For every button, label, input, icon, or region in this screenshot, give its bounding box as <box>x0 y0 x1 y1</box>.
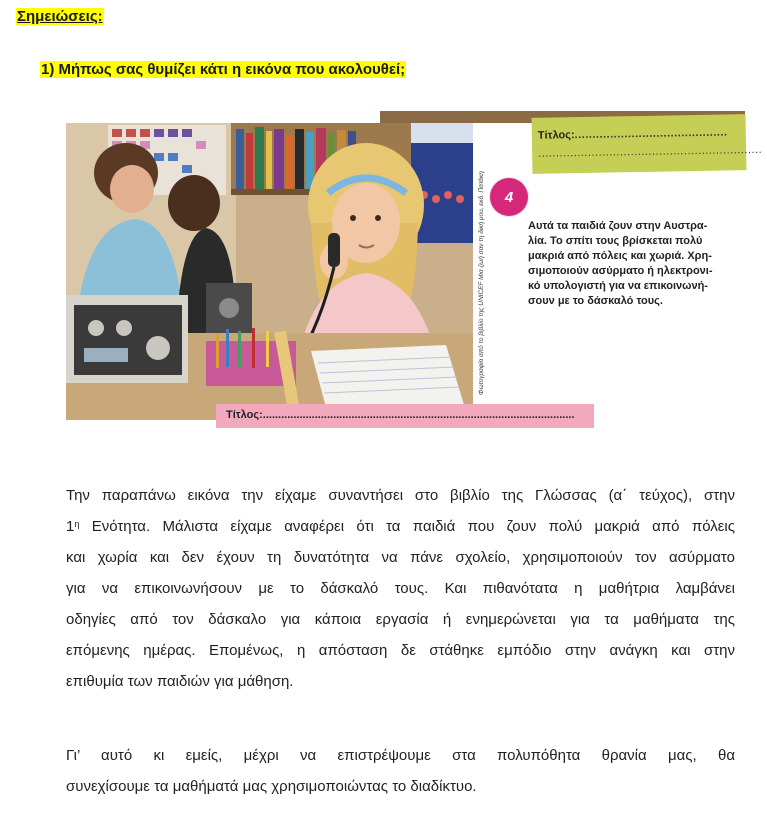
paragraph-line: επόμενης ημέρας. Επομένως, η απόσταση δε στάθηκε εμπόδιο στην ανάγκη και στην <box>66 642 735 659</box>
paragraph-line: Την παραπάνω εικόνα την είχαμε συναντήσει στο βιβλίο της Γλώσσας (α΄ τεύχος), στην <box>66 487 735 504</box>
ordinal-number: 1 <box>66 518 75 535</box>
ordinal-suffix: η <box>74 519 80 529</box>
paragraph-line: συνεχίσουμε τα μαθήματά μας χρησιμοποιώντας το διαδίκτυο. <box>66 778 477 795</box>
title-top-line2: ............................................................... <box>538 143 763 160</box>
paragraph-line: οδηγίες από τον δάσκαλο για κάποια εργασία ή ενημερώνεται για τα μαθήματα της <box>66 611 735 628</box>
lesson-number-badge: 4 <box>490 178 528 216</box>
caption-line: σιμοποιούν ασύρματο ή ηλεκτρονι- <box>528 265 713 277</box>
title-box-bottom <box>216 404 594 428</box>
title-top-label: Τίτλος: <box>537 129 575 142</box>
photo-credit: Φωτογραφία από το βιβλίο της UNICEF Μια ζωή σαν τη δική μου, εκδ. Πατάκη <box>478 171 485 395</box>
title-top-dots: ........................................... <box>574 126 728 142</box>
paragraph-1 <box>66 480 735 697</box>
title-bottom-label: Τίτλος: <box>226 409 263 421</box>
caption-line: σουν με το δάσκαλό τους. <box>528 295 663 307</box>
paragraph-line-text: Ενότητα. Μάλιστα είχαμε αναφέρει ότι τα παιδιά που ζουν πολύ μακριά από πόλεις <box>91 518 735 535</box>
title-box-top <box>532 114 763 174</box>
title-bottom-dots: ...................................................................................................... <box>262 409 575 421</box>
question-1: 1) Μήπως σας θυμίζει κάτι η εικόνα που ακολουθεί; <box>41 61 406 78</box>
caption-line: Αυτά τα παιδιά ζουν στην Αυστρα- <box>528 220 708 232</box>
paragraph-line <box>66 511 735 542</box>
textbook-photo <box>66 123 473 420</box>
caption-line: μακριά από πόλεις και χωριά. Χρη- <box>528 250 712 262</box>
caption-line: λία. Το σπίτι τους βρίσκεται πολύ <box>528 235 703 247</box>
paragraph-line: για να επικοινωνήσουν με το δάσκαλό τους. Και πιθανότατα η μαθήτρια λαμβάνει <box>66 580 735 597</box>
paragraph-line: Γι’ αυτό κι εμείς, μέχρι να επιστρέψουμε στα πολυπόθητα θρανία μας, θα <box>66 747 735 764</box>
caption-line: κό υπολογιστή για να επικοινωνή- <box>528 280 708 292</box>
paragraph-2 <box>66 740 735 802</box>
textbook-caption <box>528 219 756 309</box>
paragraph-line: και χωρία και δεν έχουν τη δυνατότητα να πάνε σχολείο, χρησιμοποιούν τον ασύρματο <box>66 549 735 566</box>
notes-heading: Σημειώσεις: <box>17 8 103 25</box>
paragraph-line: επιθυμία των παιδιών για μάθηση. <box>66 673 294 690</box>
